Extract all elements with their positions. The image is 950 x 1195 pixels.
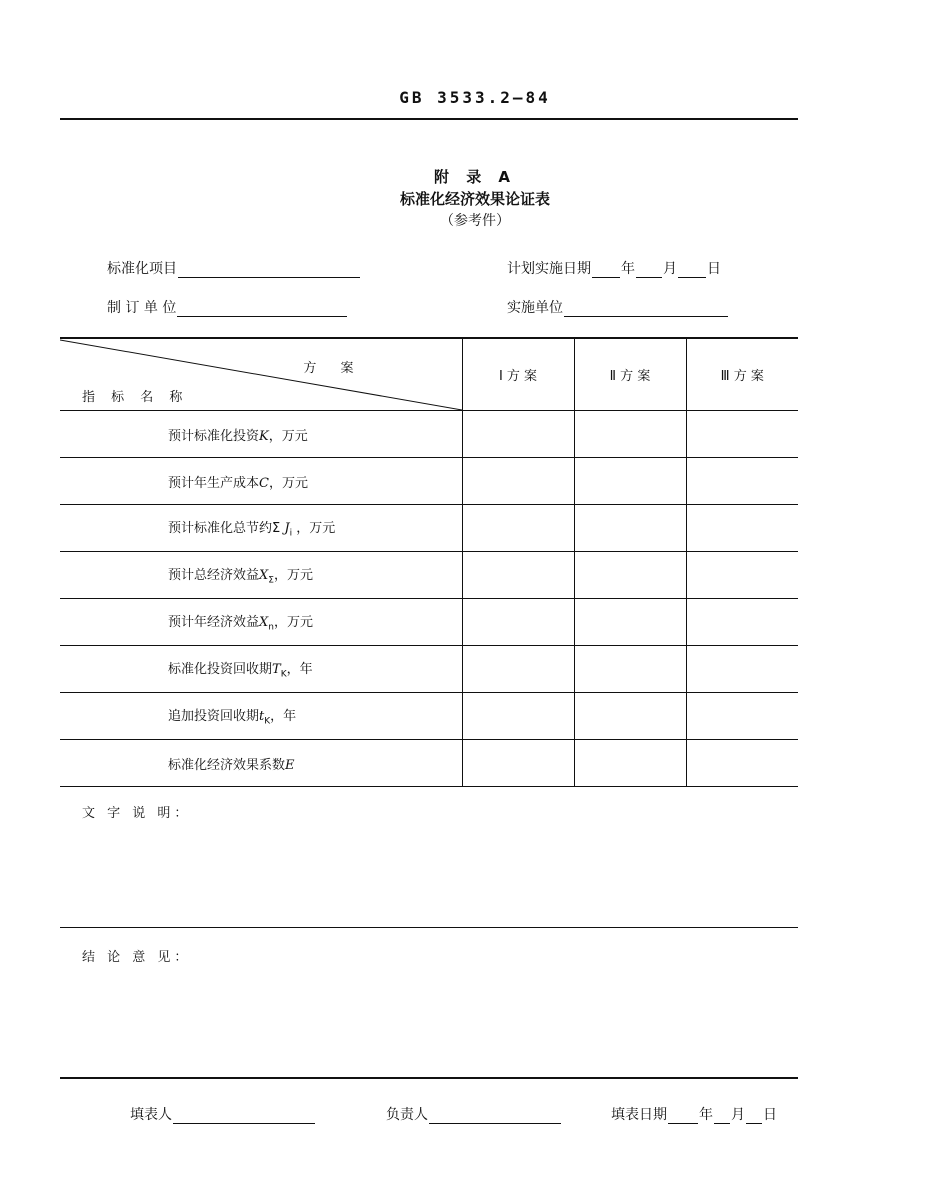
plan-day-label: 日 bbox=[707, 261, 721, 277]
plan-year-blank[interactable] bbox=[592, 263, 620, 278]
indicator-subscript: n bbox=[268, 622, 274, 633]
value-cell-plan-3[interactable] bbox=[686, 552, 798, 599]
value-cell-plan-3[interactable] bbox=[686, 411, 798, 458]
table-row bbox=[60, 693, 798, 740]
indicator-symbol: X bbox=[259, 568, 269, 584]
text-explanation-label: 文 字 说 明： bbox=[82, 806, 192, 821]
value-cell-plan-2[interactable] bbox=[574, 693, 686, 740]
fill-date-label: 填表日期 bbox=[611, 1107, 667, 1123]
filler-label: 填表人 bbox=[130, 1107, 172, 1123]
value-cell-plan-3[interactable] bbox=[686, 693, 798, 740]
implementing-unit-blank[interactable] bbox=[564, 302, 728, 317]
implementing-unit-label: 实施单位 bbox=[507, 300, 563, 316]
fill-date-field bbox=[611, 1104, 777, 1124]
standard-code: GB 3533.2—84 bbox=[399, 88, 551, 107]
fill-year-blank[interactable] bbox=[668, 1109, 698, 1124]
value-cell-plan-1[interactable] bbox=[462, 693, 574, 740]
table-row bbox=[60, 458, 798, 505]
indicator-name bbox=[60, 693, 462, 740]
drafting-unit-blank[interactable] bbox=[177, 302, 347, 317]
evaluation-table bbox=[60, 337, 798, 787]
indicator-suffix: ，万元 bbox=[268, 475, 308, 491]
plan-month-label: 月 bbox=[663, 261, 677, 277]
diagonal-corner-cell bbox=[60, 338, 462, 411]
fill-month-label: 月 bbox=[731, 1107, 745, 1123]
project-field bbox=[107, 258, 361, 278]
indicator-symbol: E bbox=[285, 757, 295, 773]
plan-date-label: 计划实施日期 bbox=[507, 261, 591, 277]
appendix-label: 附 录 A bbox=[433, 168, 517, 186]
value-cell-plan-1[interactable] bbox=[462, 505, 574, 552]
indicator-prefix: 标准化经济效果系数 bbox=[168, 757, 286, 773]
value-cell-plan-2[interactable] bbox=[574, 411, 686, 458]
form-subtitle: （参考件） bbox=[440, 213, 510, 229]
indicator-prefix: 预计总经济效益 bbox=[168, 568, 260, 584]
indicator-symbol: T bbox=[272, 662, 281, 678]
indicator-symbol: t bbox=[259, 709, 265, 725]
conclusion-label: 结 论 意 见： bbox=[82, 950, 192, 965]
value-cell-plan-3[interactable] bbox=[686, 646, 798, 693]
indicator-prefix: 预计标准化总节约Σ bbox=[168, 521, 285, 537]
indicator-prefix: 预计年经济效益 bbox=[168, 615, 260, 631]
value-cell-plan-1[interactable] bbox=[462, 599, 574, 646]
indicator-name bbox=[60, 646, 462, 693]
table-row bbox=[60, 411, 798, 458]
value-cell-plan-2[interactable] bbox=[574, 646, 686, 693]
drafting-unit-field bbox=[107, 297, 348, 317]
filler-field bbox=[130, 1104, 316, 1124]
column-header-plan-3: Ⅲ 方 案 bbox=[686, 338, 798, 411]
value-cell-plan-3[interactable] bbox=[686, 599, 798, 646]
value-cell-plan-1[interactable] bbox=[462, 646, 574, 693]
indicator-suffix: ，万元 bbox=[292, 521, 336, 537]
indicator-symbol: X bbox=[259, 615, 269, 631]
fill-day-label: 日 bbox=[763, 1107, 777, 1123]
plan-date-field bbox=[507, 258, 721, 278]
indicator-subscript: K bbox=[280, 669, 287, 680]
project-label: 标准化项目 bbox=[107, 261, 177, 277]
value-cell-plan-2[interactable] bbox=[574, 505, 686, 552]
explanation-bottom-rule bbox=[60, 927, 798, 928]
conclusion-bottom-rule bbox=[60, 1077, 798, 1079]
responsible-blank[interactable] bbox=[429, 1109, 561, 1124]
table-row bbox=[60, 505, 798, 552]
indicator-name bbox=[60, 458, 462, 505]
indicator-suffix: ，万元 bbox=[274, 615, 314, 631]
value-cell-plan-2[interactable] bbox=[574, 458, 686, 505]
fill-year-label: 年 bbox=[699, 1107, 713, 1123]
table-row bbox=[60, 740, 798, 787]
form-title: 标准化经济效果论证表 bbox=[399, 190, 550, 208]
value-cell-plan-2[interactable] bbox=[574, 599, 686, 646]
project-blank[interactable] bbox=[178, 263, 360, 278]
indicator-subscript: i bbox=[289, 528, 293, 539]
indicator-prefix: 预计标准化投资 bbox=[168, 428, 260, 444]
value-cell-plan-1[interactable] bbox=[462, 458, 574, 505]
implementing-unit-field bbox=[507, 297, 729, 317]
table-row bbox=[60, 646, 798, 693]
value-cell-plan-2[interactable] bbox=[574, 740, 686, 787]
text-explanation-area[interactable] bbox=[82, 822, 798, 922]
indicator-symbol: J bbox=[284, 521, 290, 537]
header-rule bbox=[60, 118, 798, 120]
indicator-subscript: K bbox=[264, 716, 271, 727]
plan-year-label: 年 bbox=[621, 261, 635, 277]
value-cell-plan-1[interactable] bbox=[462, 552, 574, 599]
indicator-name bbox=[60, 552, 462, 599]
indicator-suffix: ，万元 bbox=[268, 428, 308, 444]
indicator-suffix: ，年 bbox=[286, 662, 313, 678]
table-row bbox=[60, 599, 798, 646]
plan-month-blank[interactable] bbox=[636, 263, 662, 278]
value-cell-plan-1[interactable] bbox=[462, 411, 574, 458]
indicator-prefix: 追加投资回收期 bbox=[168, 709, 260, 725]
indicator-symbol: C bbox=[259, 475, 269, 491]
indicator-subscript: Σ bbox=[268, 575, 274, 586]
responsible-field bbox=[386, 1104, 562, 1124]
table-header-row bbox=[60, 338, 798, 411]
indicator-name bbox=[60, 740, 462, 787]
value-cell-plan-3[interactable] bbox=[686, 505, 798, 552]
plan-day-blank[interactable] bbox=[678, 263, 706, 278]
corner-plan-label: 方 案 bbox=[303, 361, 364, 376]
indicator-symbol: K bbox=[259, 428, 269, 444]
value-cell-plan-3[interactable] bbox=[686, 740, 798, 787]
indicator-prefix: 预计年生产成本 bbox=[168, 475, 260, 491]
indicator-name bbox=[60, 505, 462, 552]
filler-blank[interactable] bbox=[173, 1109, 315, 1124]
indicator-name bbox=[60, 599, 462, 646]
responsible-label: 负责人 bbox=[386, 1107, 428, 1123]
value-cell-plan-3[interactable] bbox=[686, 458, 798, 505]
column-header-plan-2: Ⅱ 方 案 bbox=[574, 338, 686, 411]
indicator-suffix: ，万元 bbox=[273, 568, 313, 584]
conclusion-area[interactable] bbox=[82, 966, 798, 1066]
fill-month-blank[interactable] bbox=[714, 1109, 730, 1124]
column-header-plan-1: Ⅰ 方 案 bbox=[462, 338, 574, 411]
indicator-name bbox=[60, 411, 462, 458]
table-body bbox=[60, 411, 798, 787]
drafting-unit-label: 制 订 单 位 bbox=[107, 300, 177, 316]
value-cell-plan-1[interactable] bbox=[462, 740, 574, 787]
indicator-suffix: ，年 bbox=[270, 709, 297, 725]
fill-day-blank[interactable] bbox=[746, 1109, 762, 1124]
table-row bbox=[60, 552, 798, 599]
corner-index-label: 指 标 名 称 bbox=[82, 390, 189, 405]
value-cell-plan-2[interactable] bbox=[574, 552, 686, 599]
indicator-prefix: 标准化投资回收期 bbox=[168, 662, 273, 678]
